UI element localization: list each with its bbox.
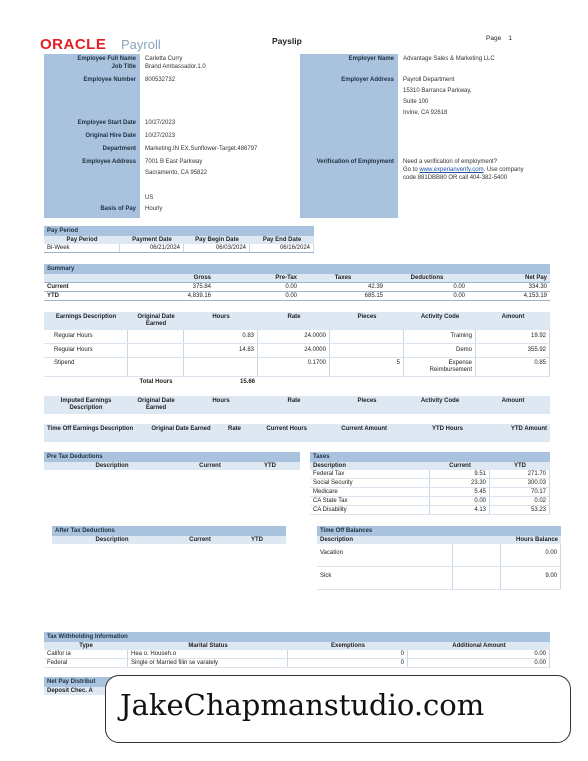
employer-address-label: Employer Address	[341, 77, 394, 83]
col-pretax-ytd: YTD	[264, 463, 276, 469]
col-aftertax-description: Description	[95, 537, 129, 543]
payroll-brand: Payroll	[121, 37, 161, 52]
col-summary-label	[44, 274, 128, 282]
col-imputed-date: Original Date Earned	[137, 398, 175, 411]
earnings-row	[44, 330, 550, 344]
earnings-description: Stipend	[44, 358, 128, 376]
withholding-exemptions: 0	[288, 650, 408, 658]
original-hire-date-label: Original Hire Date	[85, 133, 136, 139]
pay-period-row	[44, 244, 314, 253]
col-net-pay: Net Pay	[524, 275, 547, 281]
withholding-row	[44, 659, 550, 668]
summary-ytd-netpay: 4,153.19	[523, 293, 547, 299]
netpay-section	[44, 677, 114, 695]
col-pretax-current: Current	[199, 463, 221, 469]
earnings-original-date	[128, 344, 184, 357]
summary-ytd-label: YTD	[47, 293, 59, 299]
col-timeoff-description: Time Off Earnings Description	[47, 426, 134, 432]
summary-ytd-deductions: 0.00	[453, 293, 465, 299]
original-hire-date: 10/27/2023	[145, 133, 176, 139]
earnings-activity-code: Training	[404, 330, 476, 343]
earnings-amount: 0.85	[476, 358, 550, 376]
basis-of-pay: Hourly	[145, 206, 163, 212]
employer-address-line3: Suite 100	[403, 99, 429, 105]
employee-number-label: Employee Number	[83, 77, 136, 83]
withholding-additional-amount: 0.00	[408, 659, 550, 667]
summary-current-netpay: 334.30	[528, 284, 547, 290]
balance-description: Sick	[317, 567, 453, 589]
earnings-column-headers	[44, 312, 550, 330]
job-title: Brand Ambassador.1.0	[145, 64, 206, 70]
taxes-column-headers	[310, 462, 550, 470]
employee-full-name-label: Employee Full Name	[77, 56, 136, 62]
employer-address-line2: 15310 Barranca Parkway,	[403, 88, 472, 94]
col-imputed-hours: Hours	[212, 398, 230, 404]
summary-row-ytd	[44, 291, 550, 301]
earnings-pieces: 5	[330, 358, 404, 376]
pay-period-column-headers	[44, 236, 314, 244]
summary-current-pretax: 0.00	[285, 284, 297, 290]
payment-date-value: 06/21/2024	[120, 244, 184, 252]
summary-ytd-gross: 4,839.16	[187, 293, 211, 299]
basis-of-pay-label: Basis of Pay	[100, 206, 136, 212]
verification-line2: Go to www.experianverify.com. Use company	[403, 167, 524, 173]
withholding-additional-amount: 0.00	[408, 650, 550, 658]
netpay-header: Net Pay Distribut	[44, 677, 114, 687]
col-current-hours: Current Hours	[266, 426, 307, 432]
earnings-amount: 355.92	[476, 344, 550, 357]
col-original-date: Original Date Earned	[137, 314, 175, 327]
verification-line1: Need a verification of employment?	[403, 159, 498, 165]
earnings-hours: 0.83	[184, 330, 258, 343]
col-earnings-description: Earnings Description	[55, 314, 117, 320]
col-deductions: Deductions	[410, 275, 444, 281]
netpay-column-headers	[44, 687, 114, 695]
withholding-column-headers	[44, 642, 550, 650]
experianverify-link[interactable]: www.experianverify.com	[419, 167, 484, 173]
withholding-exemptions: 0	[288, 659, 408, 667]
department-label: Department	[102, 146, 136, 152]
col-ytd-amount: YTD Amount	[510, 426, 547, 432]
col-activity-code: Activity Code	[420, 314, 460, 320]
tax-current: 9.51	[430, 470, 490, 478]
col-payment-date: Payment Date	[132, 237, 172, 243]
tax-row	[310, 488, 550, 497]
earnings-description: Regular Hours	[44, 330, 128, 343]
taxes-section	[310, 452, 550, 515]
summary-current-gross: 375.84	[192, 284, 211, 290]
tax-ytd: 70.17	[490, 488, 550, 496]
tax-description: CA State Tax	[310, 497, 430, 505]
summary-column-headers	[44, 274, 550, 282]
imputed-column-headers	[44, 396, 550, 414]
tax-current: 23.30	[430, 479, 490, 487]
tax-current: 5.45	[430, 488, 490, 496]
summary-header: Summary	[44, 264, 550, 274]
col-tax-current: Current	[449, 463, 471, 469]
pay-end-date-value: 06/16/2024	[250, 244, 314, 252]
col-aftertax-ytd: YTD	[251, 537, 263, 543]
col-imputed-amount: Amount	[501, 398, 525, 404]
col-tax-ytd: YTD	[514, 463, 526, 469]
col-hours-balance: Hours Balance	[515, 537, 558, 543]
total-hours-label: Total Hours	[139, 379, 173, 385]
tax-current: 0.00	[430, 497, 490, 505]
verification-label: Verification of Employment	[316, 159, 394, 165]
earnings-activity-code: Expense Reimbursement	[404, 358, 476, 376]
pay-begin-date-value: 06/03/2024	[184, 244, 250, 252]
tax-description: Federal Tax	[310, 470, 430, 478]
department: Marketing.IN EX.Sunflower-Target.486797	[145, 146, 258, 152]
tax-row	[310, 479, 550, 488]
col-hours: Hours	[212, 314, 230, 320]
employee-address-country: US	[145, 195, 154, 201]
employer-address-line1: Payroll Department	[403, 77, 455, 83]
timeoff-earnings-headers	[44, 424, 550, 442]
aftertax-section	[52, 526, 286, 544]
timeoff-balances-header: Time Off Balances	[317, 526, 561, 536]
col-imputed-description: Imputed Earnings Description	[60, 398, 112, 411]
aftertax-header: After Tax Deductions	[52, 526, 286, 536]
withholding-row	[44, 650, 550, 659]
employee-address-line1: 7001 B East Parkway	[145, 159, 203, 165]
summary-section	[44, 264, 550, 301]
tax-ytd: 300.03	[490, 479, 550, 487]
col-taxes: Taxes	[334, 275, 352, 281]
col-aftertax-current: Current	[189, 537, 211, 543]
earnings-pieces	[330, 344, 404, 357]
col-tax-description: Description	[313, 463, 347, 469]
tax-current: 4.13	[430, 506, 490, 514]
watermark-text: JakeChapmanstudio.com	[120, 688, 485, 722]
tax-ytd: 0.02	[490, 497, 550, 505]
earnings-hours: 14.83	[184, 344, 258, 357]
timeoff-balances-section	[317, 526, 561, 590]
summary-row-current	[44, 282, 550, 291]
col-pretax-description: Description	[95, 463, 129, 469]
summary-current-deductions: 0.00	[453, 284, 465, 290]
employee-number: 800532732	[145, 77, 176, 83]
balance-hours: 0.00	[501, 544, 561, 566]
earnings-amount: 19.92	[476, 330, 550, 343]
earnings-original-date	[128, 330, 184, 343]
employee-address-label: Employee Address	[82, 159, 136, 165]
earnings-description: Regular Hours	[44, 344, 128, 357]
withholding-section	[44, 632, 550, 668]
withholding-type: Califor ia	[44, 650, 128, 658]
col-amount: Amount	[501, 314, 525, 320]
summary-ytd-taxes: 685.15	[364, 293, 383, 299]
pretax-section	[44, 452, 300, 470]
employee-start-date-label: Employee Start Date	[77, 120, 136, 126]
job-title-label: Job Title	[111, 64, 136, 70]
aftertax-column-headers	[52, 536, 286, 544]
col-imputed-activity: Activity Code	[420, 398, 460, 404]
total-hours-value: 15.66	[239, 379, 255, 385]
summary-current-taxes: 42.39	[367, 284, 383, 290]
col-timeoff-date: Original Date Earned	[151, 426, 211, 432]
tax-ytd: 53.23	[490, 506, 550, 514]
page-title: Payslip	[272, 36, 302, 46]
earnings-rate: 0.1700	[258, 358, 330, 376]
imputed-earnings-section	[44, 396, 550, 414]
balance-row	[317, 544, 561, 567]
col-pieces: Pieces	[357, 314, 377, 320]
col-pay-begin-date: Pay Begin Date	[195, 237, 239, 243]
employee-full-name: Carletta Curry	[145, 56, 183, 62]
summary-ytd-pretax: 0.00	[285, 293, 297, 299]
tax-row	[310, 497, 550, 506]
col-imputed-rate: Rate	[287, 398, 301, 404]
withholding-marital-status: Single or Married filin se varately	[128, 659, 288, 667]
earnings-original-date	[128, 358, 184, 376]
balance-hours: 9.00	[501, 567, 561, 589]
col-pay-end-date: Pay End Date	[262, 237, 302, 243]
timeoff-earnings-section	[44, 424, 550, 442]
pay-period-value: Bi-Week	[44, 244, 120, 252]
col-pay-period: Pay Period	[66, 237, 98, 243]
col-deposit-check: Deposit Chec. A	[47, 688, 93, 694]
col-exemptions: Exemptions	[330, 643, 365, 649]
pretax-column-headers	[44, 462, 300, 470]
balance-row	[317, 567, 561, 590]
withholding-marital-status: Hea o. Househ.o	[128, 650, 288, 658]
timeoff-balances-column-headers	[317, 536, 561, 544]
col-additional-amount: Additional Amount	[452, 643, 506, 649]
earnings-pieces	[330, 330, 404, 343]
watermark-banner	[105, 675, 571, 743]
col-balance-description: Description	[320, 537, 354, 543]
tax-row	[310, 470, 550, 479]
balance-description: Vacation	[317, 544, 453, 566]
verification-line3: code 881DBB80 OR call 404-382-5400	[403, 175, 508, 181]
withholding-type: Federal	[44, 659, 128, 667]
employer-name-label: Employer Name	[348, 56, 394, 62]
earnings-rate: 24.0000	[258, 330, 330, 343]
col-pre-tax: Pre-Tax	[275, 275, 297, 281]
col-ytd-hours: YTD Hours	[431, 426, 463, 432]
pretax-header: Pre Tax Deductions	[44, 452, 300, 462]
col-current-amount: Current Amount	[341, 426, 387, 432]
earnings-activity-code: Demo	[404, 344, 476, 357]
pay-period-section	[44, 226, 550, 253]
col-rate: Rate	[287, 314, 301, 320]
employer-name: Advantage Sales & Marketing LLC	[403, 56, 495, 62]
earnings-total-row	[44, 377, 550, 387]
col-marital-status: Marital Status	[188, 643, 228, 649]
tax-description: Social Security	[310, 479, 430, 487]
employee-address-line2: Sacramento, CA 95822	[145, 170, 208, 176]
earnings-hours	[184, 358, 258, 376]
summary-current-label: Current	[47, 284, 69, 290]
col-gross: Gross	[193, 275, 211, 281]
taxes-header: Taxes	[310, 452, 550, 462]
earnings-row	[44, 344, 550, 358]
employee-start-date: 10/27/2023	[145, 120, 176, 126]
tax-row	[310, 506, 550, 515]
tax-ytd: 271.70	[490, 470, 550, 478]
oracle-logo: ORACLE	[40, 36, 107, 53]
earnings-row	[44, 358, 550, 377]
employer-address-line4: Irvine, CA 92618	[403, 110, 448, 116]
col-withholding-type: Type	[79, 643, 93, 649]
earnings-section	[44, 312, 550, 387]
withholding-header: Tax Withholding Information	[44, 632, 550, 642]
tax-description: Medicare	[310, 488, 430, 496]
pay-period-header: Pay Period	[44, 226, 314, 236]
tax-description: CA Disability	[310, 506, 430, 514]
col-timeoff-rate: Rate	[227, 426, 241, 432]
earnings-rate: 24.0000	[258, 344, 330, 357]
page-indicator: Page 1	[486, 35, 513, 42]
col-imputed-pieces: Pieces	[357, 398, 377, 404]
